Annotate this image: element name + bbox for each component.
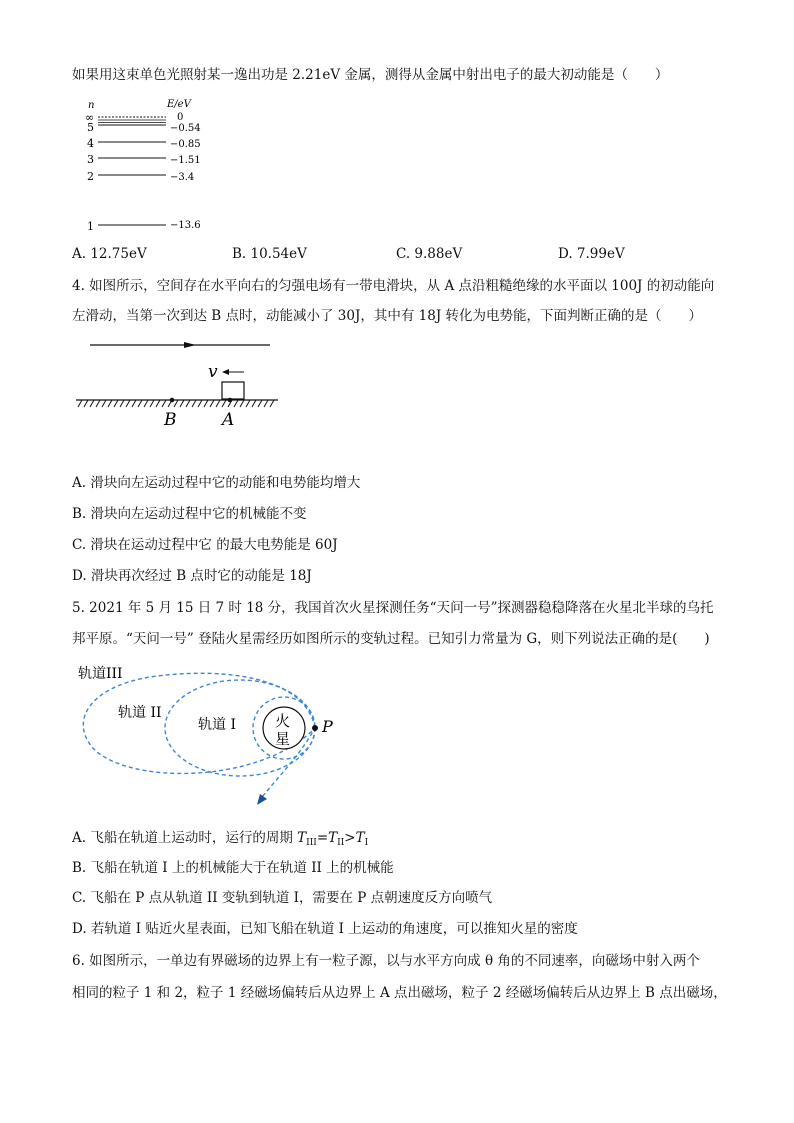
q4-option-a: A. 滑块向左运动过程中它的动能和电势能均增大 <box>72 475 361 491</box>
level-n-1: 1 <box>87 220 94 232</box>
q4-option-b: B. 滑块向左运动过程中它的机械能不变 <box>72 506 307 522</box>
q5-option-c: C. 飞船在 P 点从轨道 II 变轨到轨道 I，需要在 P 点朝速度反方向喷气 <box>72 890 493 906</box>
q4-option-d: D. 滑块再次经过 B 点时它的动能是 18J <box>72 568 312 584</box>
planet-label-bottom: 星 <box>275 730 291 748</box>
level-n-5: 5 <box>87 121 94 134</box>
q5-option-b: B. 飞船在轨道 I 上的机械能大于在轨道 II 上的机械能 <box>72 860 394 876</box>
velocity-label: v <box>208 362 218 382</box>
level-e-1: −13.6 <box>170 220 201 231</box>
level-e-4: −0.85 <box>170 139 201 150</box>
q5-stem-line2: 邦平原。“天问一号” 登陆火星需经历如图所示的变轨过程。已知引力常量为 G，则下列说法正确的是( ) <box>72 631 710 647</box>
q3-option-c: C. 9.88eV <box>396 246 463 262</box>
level-e-2: −3.4 <box>170 172 195 183</box>
orbit-transfer-diagram <box>70 655 360 810</box>
q3-option-d: D. 7.99eV <box>558 246 625 262</box>
point-a-label: A <box>222 410 235 430</box>
level-n-4: 4 <box>87 137 94 150</box>
q5-stem-line1: 5. 2021 年 5 月 15 日 7 时 18 分，我国首次火星探测任务“天问一号”探测器稳稳降落在火星北半球的乌托 <box>72 600 714 616</box>
q5-option-a: A. 飞船在轨道上运动时，运行的周期 $T_{III}=T_{II}>T_I$ <box>72 830 369 848</box>
level-n-2: 2 <box>87 170 94 183</box>
q3-stem: 如果用这束单色光照射某一逸出功是 2.21eV 金属，测得从金属中射出电子的最大初动能是（ ） <box>72 67 669 83</box>
orbit-2-label: 轨道 II <box>118 705 162 721</box>
point-p-label: P <box>322 717 333 736</box>
planet-label-top: 火 <box>275 712 291 730</box>
q4-stem-line2: 左滑动，当第一次到达 B 点时，动能减小了 30J，其中有 18J 转化为电势能，下面判断正确的是（ ） <box>72 308 703 324</box>
q4-option-c: C. 滑块在运动过程中它 的最大电势能是 60J <box>72 537 338 553</box>
level-e-5: −0.54 <box>170 123 201 134</box>
level-e-3: −1.51 <box>170 155 201 166</box>
energy-level-diagram <box>84 97 224 232</box>
q5-option-d: D. 若轨道 I 贴近火星表面，已知飞船在轨道 I 上运动的角速度，可以推知火星的密度 <box>72 921 578 937</box>
level-e-inf: 0 <box>177 112 184 123</box>
orbit-3-label: 轨道III <box>78 666 123 682</box>
slider-field-diagram <box>72 335 292 430</box>
orbit-1-label: 轨道 I <box>198 717 236 733</box>
n-axis-header: n <box>88 100 95 111</box>
energy-axis-header: E/eV <box>167 99 191 110</box>
q6-stem-line2: 相同的粒子 1 和 2，粒子 1 经磁场偏转后从边界上 A 点出磁场，粒子 2 经磁场偏转后从边界上 B 点出磁场， <box>72 985 727 1001</box>
q4-stem-line1: 4. 如图所示，空间存在水平向右的匀强电场有一带电滑块，从 A 点沿粗糙绝缘的水平面以 100J 的初动能向 <box>72 278 715 294</box>
slider-block <box>222 382 244 399</box>
q3-option-a: A. 12.75eV <box>72 246 147 262</box>
level-n-inf: ∞ <box>85 111 95 124</box>
level-n-3: 3 <box>87 153 94 166</box>
point-b-label: B <box>164 410 177 430</box>
q6-stem-line1: 6. 如图所示，一单边有界磁场的边界上有一粒子源，以与水平方向成 θ 角的不同速率，向磁场中射入两个 <box>72 953 700 969</box>
q3-option-b: B. 10.54eV <box>232 246 307 262</box>
